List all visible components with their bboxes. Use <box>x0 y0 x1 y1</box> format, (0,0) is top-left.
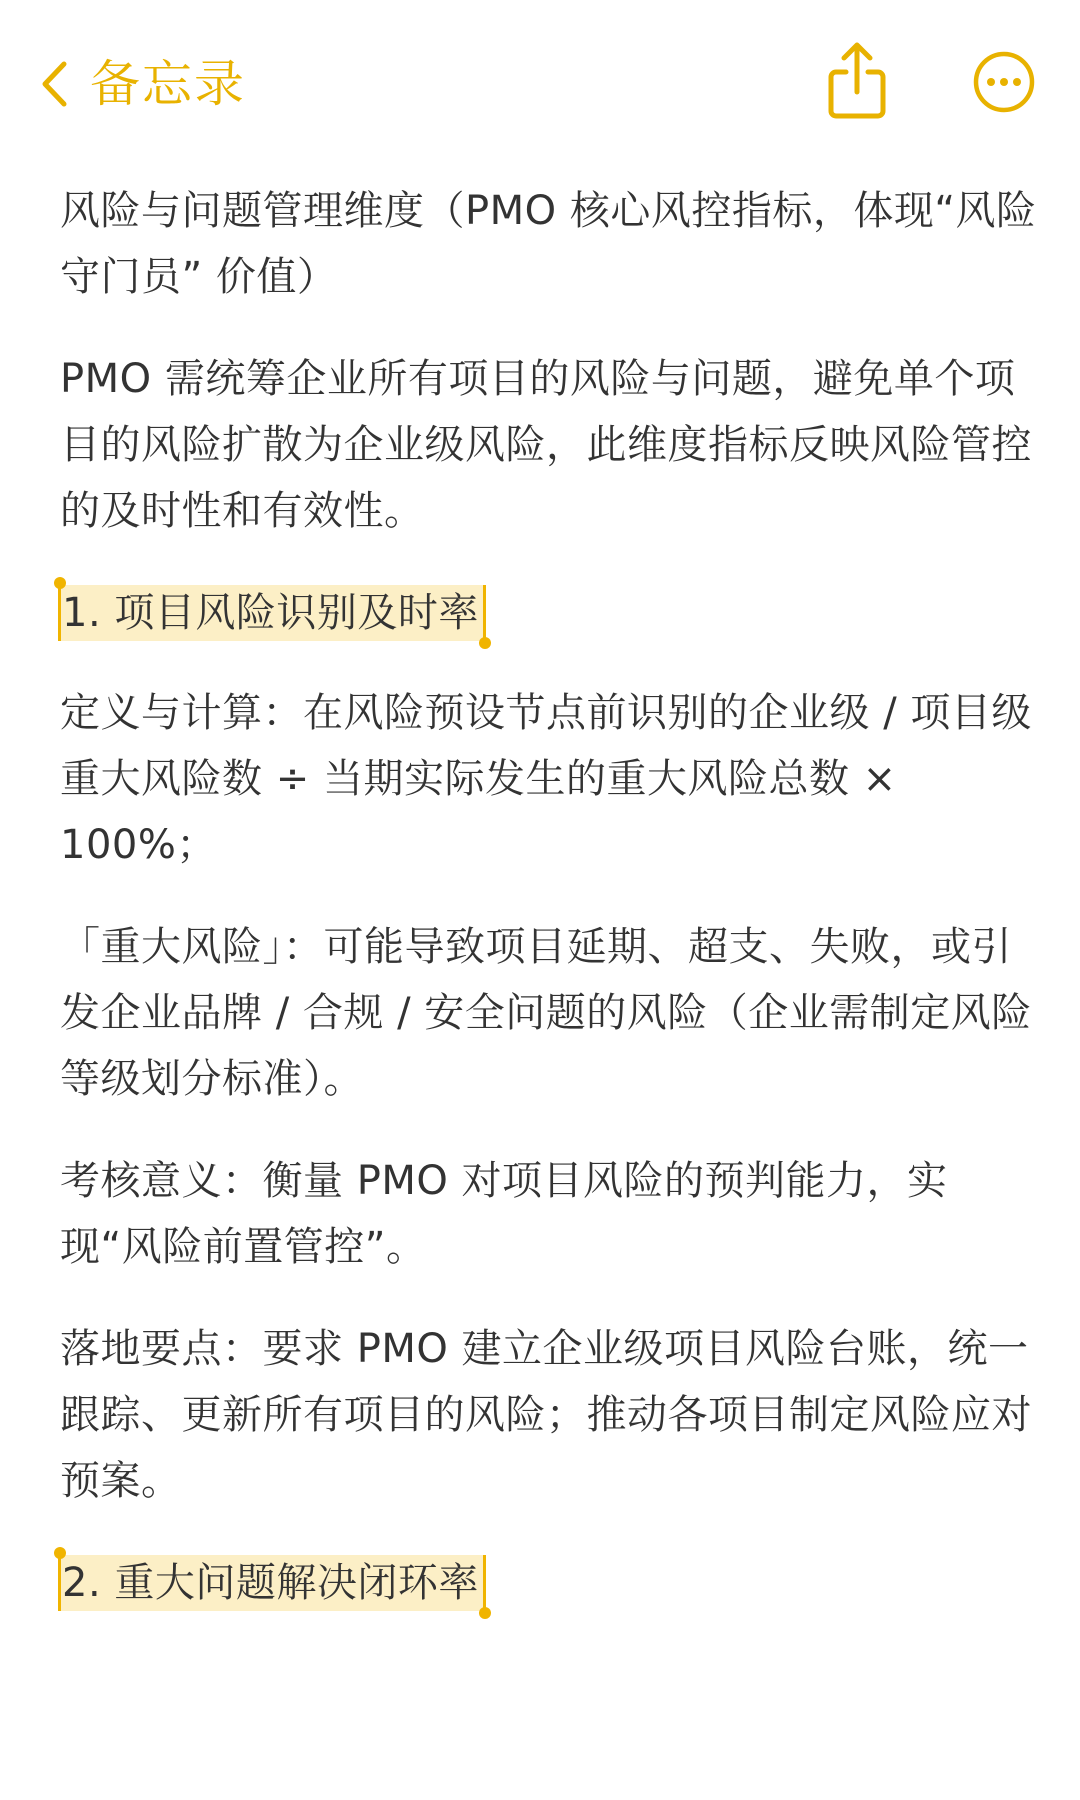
selection-start-knob[interactable] <box>54 1547 66 1559</box>
major-risk-paragraph: 「重大风险」：可能导致项目延期、超支、失败，或引发企业品牌 / 合规 / 安全问题的风险（企业需制定风险等级划分标准）。 <box>60 924 1032 1102</box>
selection-end-knob[interactable] <box>479 1607 491 1619</box>
more-button[interactable] <box>972 50 1036 114</box>
selected-heading-1[interactable] <box>60 585 483 641</box>
back-button[interactable] <box>40 46 246 122</box>
heading-1-text: 1. 项目风险识别及时率 <box>62 590 479 636</box>
back-label: 备忘录 <box>90 55 246 113</box>
selection-start-handle[interactable] <box>58 1557 61 1611</box>
heading-2-text: 2. 重大问题解决闭环率 <box>62 1560 479 1606</box>
navigation-bar <box>0 0 1080 150</box>
share-icon <box>822 105 892 124</box>
share-button[interactable] <box>822 40 892 120</box>
note-body[interactable] <box>60 178 1040 1650</box>
intro-title: 风险与问题管理维度（PMO 核心风控指标，体现“风险守门员” 价值） <box>60 188 1037 300</box>
more-icon <box>972 99 1036 118</box>
heading-2-row <box>60 1550 1040 1616</box>
selection-start-knob[interactable] <box>54 577 66 589</box>
selection-end-handle[interactable] <box>483 1555 486 1609</box>
selection-end-knob[interactable] <box>479 637 491 649</box>
intro-paragraph: PMO 需统筹企业所有项目的风险与问题，避免单个项目的风险扩散为企业级风险，此维度指标反映风险管控的及时性和有效性。 <box>60 356 1032 534</box>
key-points-paragraph: 落地要点：要求 PMO 建立企业级项目风险台账，统一跟踪、更新所有项目的风险；推动各项目制定风险应对预案。 <box>60 1326 1032 1504</box>
selection-end-handle[interactable] <box>483 585 486 639</box>
heading-1-row <box>60 580 1040 646</box>
selected-heading-2[interactable] <box>60 1555 483 1611</box>
chevron-left-icon <box>40 60 68 108</box>
selection-start-handle[interactable] <box>58 587 61 641</box>
definition-paragraph: 定义与计算：在风险预设节点前识别的企业级 / 项目级重大风险数 ÷ 当期实际发生的重大风险总数 × 100%； <box>60 690 1032 868</box>
assessment-paragraph: 考核意义：衡量 PMO 对项目风险的预判能力，实现“风险前置管控”。 <box>60 1158 948 1270</box>
